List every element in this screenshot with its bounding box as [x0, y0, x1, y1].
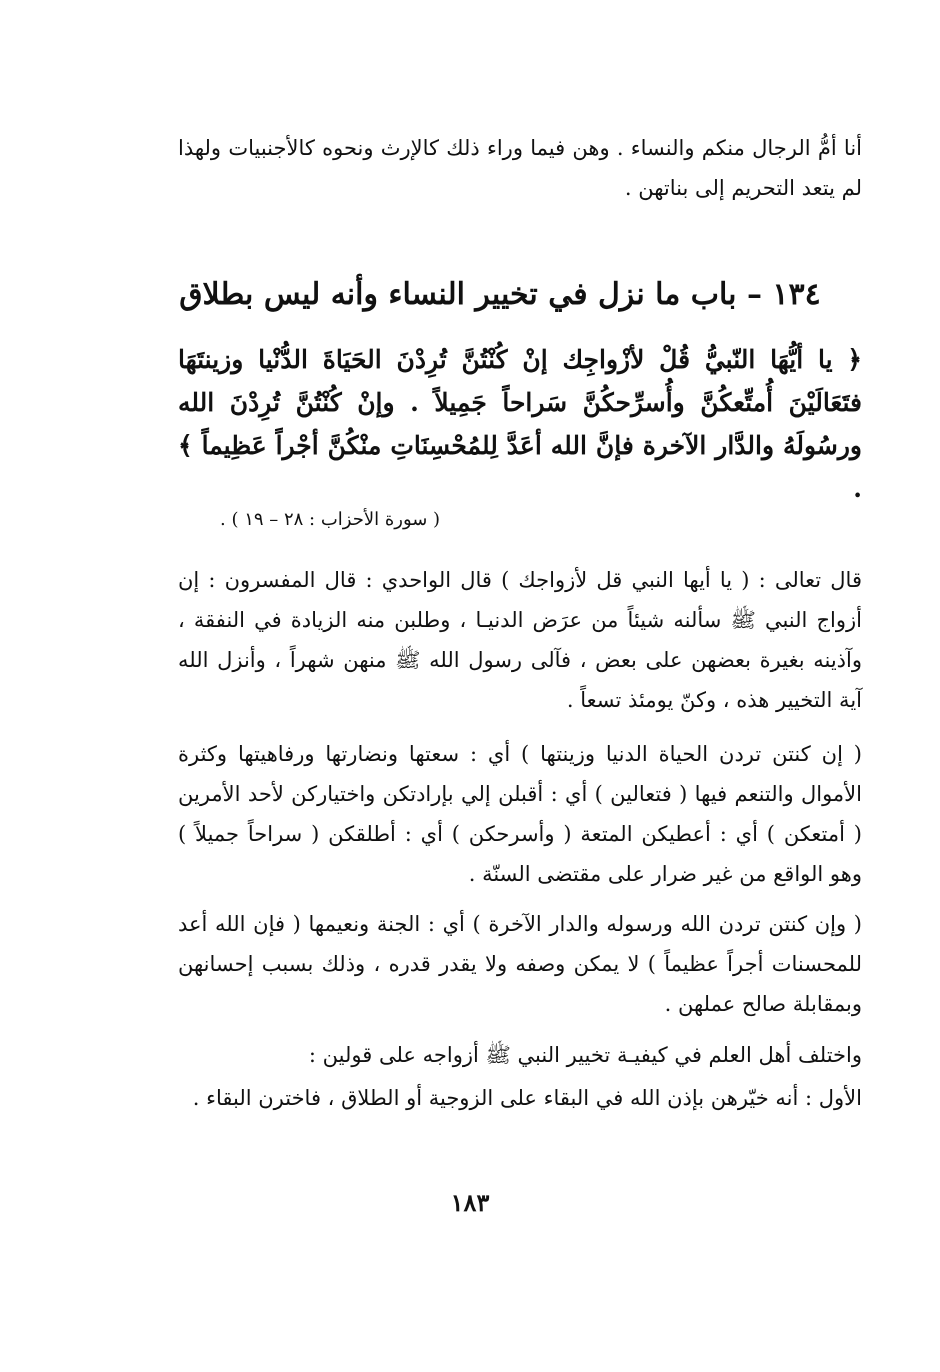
intro-paragraph	[178, 128, 862, 208]
paragraph-3	[178, 904, 862, 1024]
chapter-heading: ١٣٤ – باب ما نزل في تخيير النساء وأنه ليس بطلاق	[179, 277, 821, 312]
intro-text: أنا أمُّ الرجال منكم والنساء . وهن فيما وراء ذلك كالإرث ونحوه كالأجنبيات ولهذا لم يتعد التحريم إلى بناتهن .	[178, 136, 862, 200]
page-number: ١٨٣	[450, 1188, 490, 1217]
paragraph-text: قال تعالى : ( يا أيها النبي قل لأزواجك ) قال الواحدي : قال المفسرون : إن أزواج النبي ﷺ سألنه شيئاً من عرَض الدنيـا ، وطلبن منه الزيادة في النفقة ، وآذينه بغيرة بعضهن على بعض ، فآلى رسول الله ﷺ منهن شهراً ، وأنزل الله آية التخيير هذه ، وكنّ يومئذ تسعاً .	[178, 568, 862, 712]
paragraph-1	[178, 560, 862, 720]
paragraph-text: الأول : أنه خيّرهن بإذن الله في البقاء على الزوجية أو الطلاق ، فاخترن البقاء .	[192, 1086, 862, 1110]
verse-text: ﴿ يا أيُّهَا النّبيُّ قُلْ لأزْواجِك إنْ كُنْتُنَّ تُرِدْنَ الحَيَاةَ الدُّنْيا وزينتَهَا فتَعَالَيْنَ أُمتِّعكُنَّ وأُسرِّحكُنَّ سَراحاً جَمِيلاً . وإنْ كُنْتُنَّ تُرِدْنَ الله ورسُولَهُ والدَّار الآخرة فإنَّ الله أعَدَّ لِلمُحْسِنَاتِ منْكُنَّ أجْراً عَظِيماً ﴾ .	[178, 345, 862, 503]
verse-reference: ( سورة الأحزاب : ٢٨ – ١٩ ) .	[220, 509, 441, 530]
paragraph-text: ( إن كنتن تردن الحياة الدنيا وزينتها ) أي : سعتها ونضارتها ورفاهيتها وكثرة الأموال والتنعم فيها ( فتعالين ) أي : أقبلن إلي بإرادتكن واختياركن لأحد الأمرين ( أمتعكن ) أي : أعطيكن المتعة ( وأسرحكن ) أي : أطلقكن ( سراحاً جميلاً ) وهو الواقع من غير ضرار على مقتضى السنّة .	[178, 742, 862, 886]
quran-verse	[178, 338, 862, 510]
paragraph-4	[178, 1035, 862, 1075]
paragraph-2	[178, 734, 862, 894]
paragraph-text: ( وإن كنتن تردن الله ورسوله والدار الآخرة ) أي : الجنة ونعيمها ( فإن الله أعد للمحسنات أجراً عظيماً ) لا يمكن وصفه ولا يقدر قدره ، وذلك بسبب إحسانهن وبمقابلة صالح عملهن .	[178, 912, 862, 1016]
paragraph-text: واختلف أهل العلم في كيفيـة تخيير النبي ﷺ أزواجه على قولين :	[308, 1043, 862, 1067]
paragraph-5	[178, 1078, 862, 1118]
